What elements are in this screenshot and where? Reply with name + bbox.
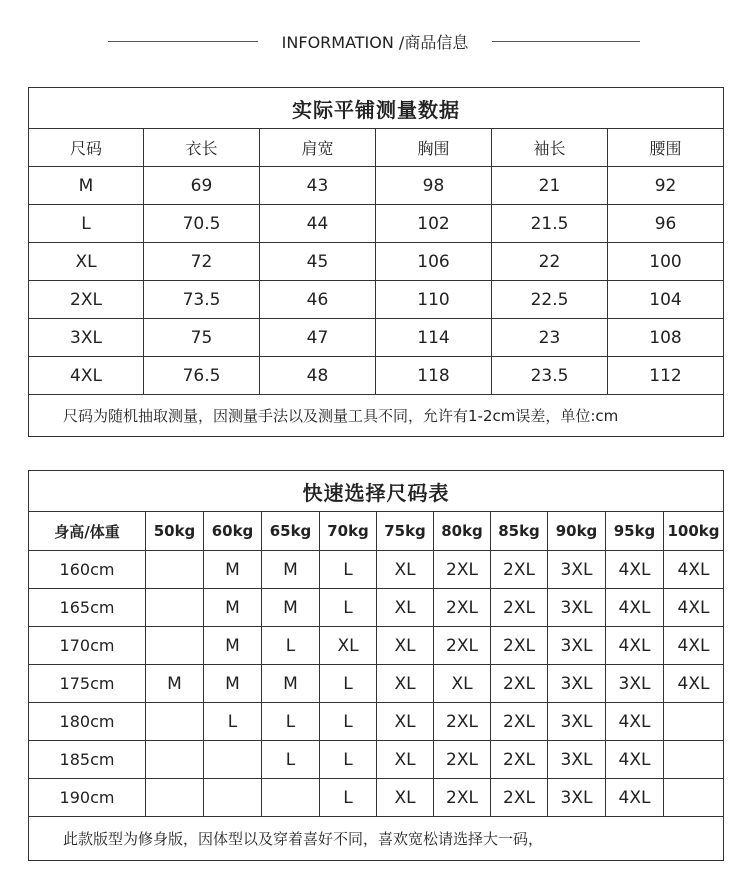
table-row [29, 589, 724, 627]
section-header [0, 28, 750, 56]
table-cell: 4XL [664, 551, 724, 589]
header-divider-left [108, 41, 258, 42]
table-cell: 75 [144, 319, 260, 357]
table-cell: L [262, 703, 320, 741]
table-cell: 43 [260, 167, 376, 205]
table-row [29, 627, 724, 665]
table-cell [146, 589, 204, 627]
table-cell: 4XL [606, 551, 664, 589]
table-cell: 2XL [491, 703, 548, 741]
quick-size-table-title: 快速选择尺码表 [29, 471, 724, 512]
table-cell: 2XL [434, 551, 491, 589]
table-cell: XL [377, 627, 434, 665]
table-cell [664, 779, 724, 817]
table-cell: 46 [260, 281, 376, 319]
table-cell: 100 [608, 243, 724, 281]
table-cell: 76.5 [144, 357, 260, 395]
measurement-table-title: 实际平铺测量数据 [29, 88, 724, 129]
table-cell: 3XL [548, 665, 606, 703]
table-cell: 98 [376, 167, 492, 205]
table-cell: 110 [376, 281, 492, 319]
table-cell: 4XL [664, 589, 724, 627]
table-cell: 2XL [491, 779, 548, 817]
quick-size-table [28, 470, 724, 861]
measurement-header-row [29, 129, 724, 167]
table-cell: L [320, 551, 377, 589]
table-row [29, 665, 724, 703]
column-header: 胸围 [376, 129, 492, 167]
table-cell: 3XL [606, 665, 664, 703]
table-cell: L [262, 627, 320, 665]
table-cell: L [204, 703, 262, 741]
table-cell [204, 741, 262, 779]
size-cell: M [29, 167, 144, 205]
table-row [29, 741, 724, 779]
table-cell: L [320, 779, 377, 817]
height-cell: 170cm [29, 627, 146, 665]
table-cell: XL [320, 627, 377, 665]
table-cell: XL [377, 589, 434, 627]
table-cell [146, 741, 204, 779]
table-cell: 4XL [606, 779, 664, 817]
table-cell: 2XL [434, 741, 491, 779]
height-cell: 180cm [29, 703, 146, 741]
table-cell: 23.5 [492, 357, 608, 395]
table-cell: M [204, 665, 262, 703]
table-cell: M [262, 551, 320, 589]
fit-note: 此款版型为修身版，因体型以及穿着喜好不同，喜欢宽松请选择大一码， [29, 817, 724, 861]
table-row [29, 551, 724, 589]
table-cell [262, 779, 320, 817]
table-cell: 118 [376, 357, 492, 395]
height-cell: 190cm [29, 779, 146, 817]
table-cell: 22.5 [492, 281, 608, 319]
table-cell: 4XL [664, 665, 724, 703]
table-cell: 2XL [434, 627, 491, 665]
table-cell: 106 [376, 243, 492, 281]
table-cell: XL [377, 665, 434, 703]
table-cell: L [262, 741, 320, 779]
size-cell: 2XL [29, 281, 144, 319]
column-header: 60kg [204, 512, 262, 551]
table-cell: L [320, 741, 377, 779]
size-cell: XL [29, 243, 144, 281]
table-cell: M [204, 589, 262, 627]
table-cell: 4XL [606, 627, 664, 665]
table-cell: 104 [608, 281, 724, 319]
table-cell [146, 627, 204, 665]
table-cell: XL [434, 665, 491, 703]
table-cell: XL [377, 703, 434, 741]
column-header: 65kg [262, 512, 320, 551]
table-cell: XL [377, 779, 434, 817]
table-cell: 96 [608, 205, 724, 243]
table-cell [664, 741, 724, 779]
table-row [29, 167, 724, 205]
table-cell: 4XL [606, 703, 664, 741]
table-cell: 2XL [434, 589, 491, 627]
table-cell: XL [377, 741, 434, 779]
measurement-table [28, 87, 724, 437]
table-row [29, 703, 724, 741]
table-cell: 2XL [491, 627, 548, 665]
column-header: 95kg [606, 512, 664, 551]
column-header: 80kg [434, 512, 491, 551]
table-cell: 114 [376, 319, 492, 357]
size-cell: 3XL [29, 319, 144, 357]
column-header: 75kg [377, 512, 434, 551]
table-cell: XL [377, 551, 434, 589]
table-cell: 3XL [548, 779, 606, 817]
size-cell: 4XL [29, 357, 144, 395]
height-cell: 185cm [29, 741, 146, 779]
table-row [29, 779, 724, 817]
column-header: 100kg [664, 512, 724, 551]
table-row [29, 205, 724, 243]
table-cell: 4XL [664, 627, 724, 665]
header-divider-right [492, 41, 640, 42]
table-cell: M [262, 589, 320, 627]
table-cell: 21 [492, 167, 608, 205]
table-cell: 4XL [606, 741, 664, 779]
table-cell: 4XL [606, 589, 664, 627]
table-cell: 2XL [434, 703, 491, 741]
table-row [29, 281, 724, 319]
table-cell: M [262, 665, 320, 703]
table-row [29, 357, 724, 395]
table-cell: 3XL [548, 551, 606, 589]
table-cell: 47 [260, 319, 376, 357]
table-cell: 102 [376, 205, 492, 243]
table-cell: 2XL [491, 589, 548, 627]
height-cell: 165cm [29, 589, 146, 627]
table-cell: L [320, 589, 377, 627]
table-cell [664, 703, 724, 741]
table-cell: 2XL [491, 551, 548, 589]
quick-header-row [29, 512, 724, 551]
column-header: 90kg [548, 512, 606, 551]
table-cell [146, 551, 204, 589]
table-cell: 92 [608, 167, 724, 205]
table-cell: L [320, 703, 377, 741]
size-cell: L [29, 205, 144, 243]
table-cell: M [204, 627, 262, 665]
column-header: 腰围 [608, 129, 724, 167]
table-cell: 2XL [491, 741, 548, 779]
table-cell: 2XL [434, 779, 491, 817]
column-header: 70kg [320, 512, 377, 551]
table-cell: 44 [260, 205, 376, 243]
table-cell: 73.5 [144, 281, 260, 319]
table-cell: 70.5 [144, 205, 260, 243]
table-cell: 3XL [548, 703, 606, 741]
table-cell: 112 [608, 357, 724, 395]
table-cell: 48 [260, 357, 376, 395]
table-cell: 69 [144, 167, 260, 205]
table-cell: 2XL [491, 665, 548, 703]
table-cell: M [204, 551, 262, 589]
column-header: 袖长 [492, 129, 608, 167]
table-cell: 21.5 [492, 205, 608, 243]
table-row [29, 243, 724, 281]
table-cell: 3XL [548, 741, 606, 779]
section-title: INFORMATION /商品信息 [281, 33, 469, 52]
table-row [29, 319, 724, 357]
table-cell: 108 [608, 319, 724, 357]
table-cell: L [320, 665, 377, 703]
table-cell: 45 [260, 243, 376, 281]
column-header: 衣长 [144, 129, 260, 167]
column-header: 肩宽 [260, 129, 376, 167]
table-cell: M [146, 665, 204, 703]
column-header: 身高/体重 [29, 512, 146, 551]
column-header: 85kg [491, 512, 548, 551]
table-cell: 23 [492, 319, 608, 357]
table-cell [146, 703, 204, 741]
column-header: 尺码 [29, 129, 144, 167]
table-cell: 72 [144, 243, 260, 281]
table-cell [204, 779, 262, 817]
table-cell: 22 [492, 243, 608, 281]
height-cell: 160cm [29, 551, 146, 589]
column-header: 50kg [146, 512, 204, 551]
measurement-note: 尺码为随机抽取测量，因测量手法以及测量工具不同，允许有1-2cm误差，单位:cm [29, 395, 724, 437]
height-cell: 175cm [29, 665, 146, 703]
table-cell: 3XL [548, 589, 606, 627]
table-cell [146, 779, 204, 817]
table-cell: 3XL [548, 627, 606, 665]
